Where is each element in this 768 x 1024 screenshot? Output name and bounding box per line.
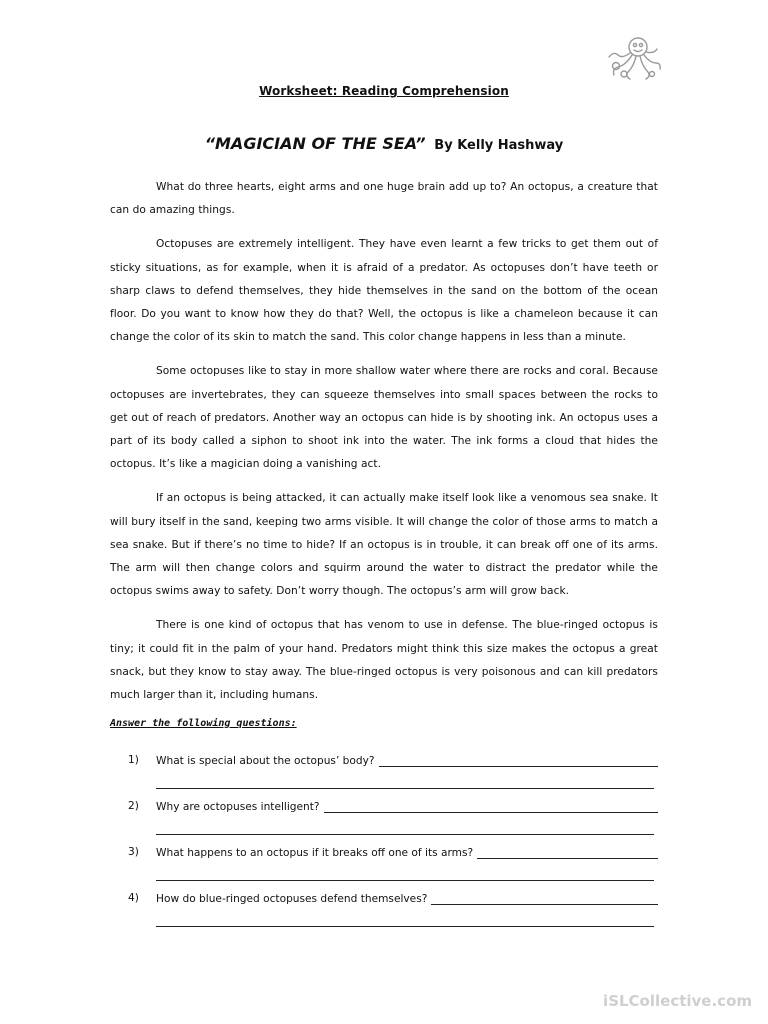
question-item [128,798,662,844]
question-number: 2) [128,800,139,812]
answer-line[interactable] [156,834,654,835]
question-text: Why are octopuses intelligent? [156,801,320,813]
passage-paragraph: Octopuses are extremely intelligent. They have even learnt a few tricks to get them out of sticky situations, as for example, when it is afraid of a predator. As octopuses don’t have teeth or sharp claws to defend themselves, they hide themselves in the sand on the bottom of the ocean floor. Do you want to know how they do that? Well, the octopus is like a chameleon because it can change the color of its skin to match the sand. This color change happens in less than a minute. [110,238,658,344]
question-number: 1) [128,754,139,766]
answer-blank[interactable] [431,892,658,905]
watermark: iSLCollective.com [603,992,752,1010]
answer-line[interactable] [156,788,654,789]
question-number: 3) [128,846,139,858]
question-text: What happens to an octopus if it breaks off one of its arms? [156,847,474,859]
answer-blank[interactable] [324,800,658,813]
story-title: “MAGICIAN OF THE SEA” [204,134,426,153]
answer-blank[interactable] [379,754,658,767]
story-author: By Kelly Hashway [434,138,564,153]
story-heading [0,134,768,153]
question-item [128,844,662,890]
question-item [128,890,662,936]
question-number: 4) [128,892,139,904]
answer-blank[interactable] [477,846,658,859]
answer-line[interactable] [156,880,654,881]
question-text: How do blue-ringed octopuses defend themselves? [156,893,428,905]
question-list [128,752,662,936]
reading-passage [110,176,658,718]
passage-paragraph: What do three hearts, eight arms and one huge brain add up to? An octopus, a creature that can do amazing things. [110,181,658,217]
answer-line[interactable] [156,926,654,927]
passage-paragraph: If an octopus is being attacked, it can actually make itself look like a venomous sea snake. It will bury itself in the sand, keeping two arms visible. It will change the color of those arms to match a sea snake. But if there’s no time to hide? If an octopus is in trouble, it can break off one of its arms. The arm will then change colors and squirm around the water to distract the predator while the octopus swims away to safety. Don’t worry though. The octopus’s arm will grow back. [110,492,658,598]
passage-paragraph: There is one kind of octopus that has venom to use in defense. The blue-ringed octopus is tiny; it could fit in the palm of your hand. Predators might think this size makes the octopus a great snack, but they know to stay away. The blue-ringed octopus is very poisonous and can kill predators much larger than it, including humans. [110,619,658,702]
question-text: What is special about the octopus’ body? [156,755,375,767]
question-item [128,752,662,798]
octopus-icon [608,34,662,82]
passage-paragraph: Some octopuses like to stay in more shallow water where there are rocks and coral. Because octopuses are invertebrates, they can squeeze themselves into small spaces between the rocks to get out of reach of predators. Another way an octopus can hide is by shooting ink. An octopus uses a part of its body called a siphon to shoot ink into the water. The ink forms a cloud that hides the octopus. It’s like a magician doing a vanishing act. [110,365,658,471]
questions-heading: Answer the following questions: [110,718,297,729]
worksheet-title: Worksheet: Reading Comprehension [259,84,509,98]
